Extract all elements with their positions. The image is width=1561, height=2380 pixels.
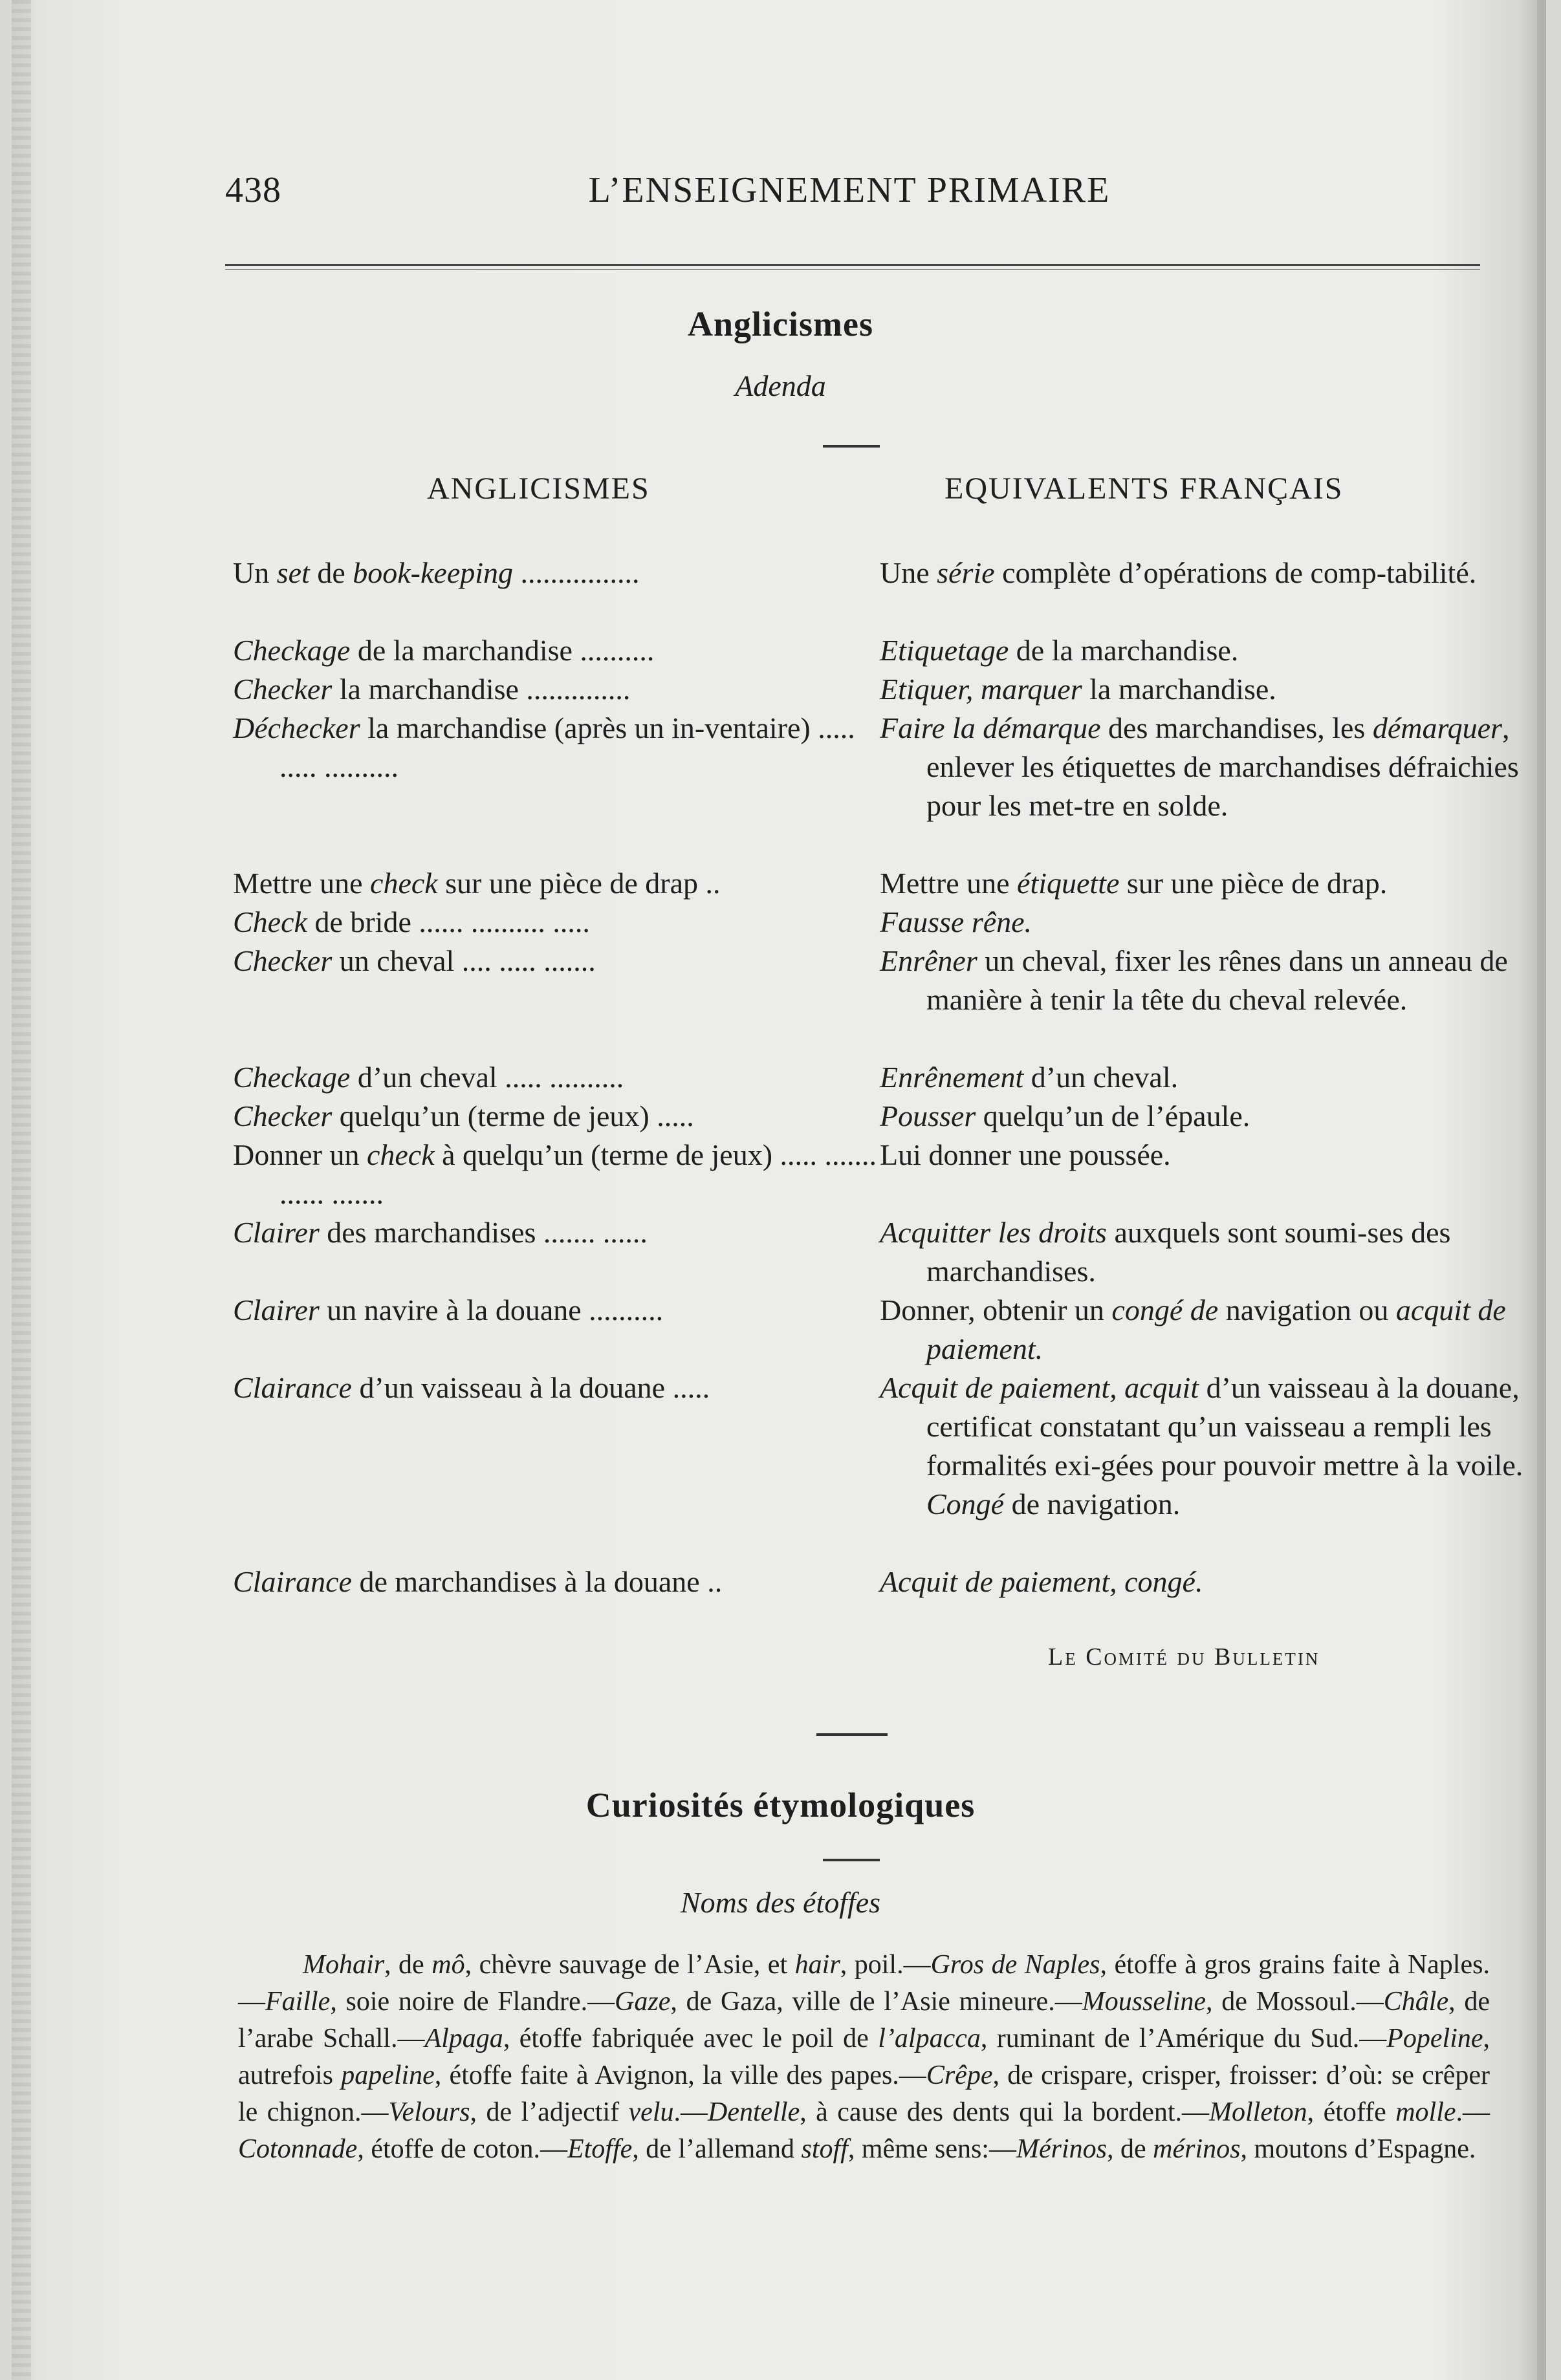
anglicism-entry [233, 1058, 894, 1097]
french-equivalent [880, 1368, 1528, 1524]
text-run: Mettre une [233, 867, 371, 900]
text-run: Molleton [1209, 2097, 1307, 2127]
text-run: Gros de Naples [930, 1950, 1100, 1980]
text-run: Clairance [233, 1565, 352, 1598]
text-run: , enlever les étiquettes de marchandises défraichies pour les met-tre en solde. [926, 711, 1519, 822]
anglicism-entry [233, 1213, 894, 1252]
text-run: la marchandise. [1082, 673, 1276, 706]
text-run: la marchandise .............. [332, 673, 631, 706]
text-run: book-keeping [353, 556, 514, 589]
running-title: L’ENSEIGNEMENT PRIMAIRE [588, 170, 1111, 210]
text-run: Etoffe [567, 2134, 633, 2164]
section-divider [816, 1733, 888, 1736]
text-run: Checkage [233, 1061, 351, 1094]
text-run: Fausse rêne. [880, 905, 1032, 938]
text-run: Mohair [303, 1950, 384, 1980]
text-run: Acquit de paiement, congé. [880, 1565, 1203, 1598]
text-run: de marchandises à la douane .. [351, 1565, 723, 1598]
text-run: , de [384, 1950, 432, 1980]
text-run: molle [1395, 2097, 1456, 2127]
french-equivalent [880, 1136, 1528, 1174]
text-run: Clairance [233, 1371, 352, 1404]
text-run: , de [1106, 2134, 1153, 2164]
anglicism-entry [233, 554, 894, 592]
text-run: Déchecker [233, 711, 360, 744]
anglicism-entry [233, 942, 894, 980]
text-run: Acquit de paiement, acquit [880, 1371, 1199, 1404]
text-run: Donner, obtenir un [880, 1293, 1112, 1326]
text-run: à quelqu’un (terme de jeux) ..... ....... ...... ....... [279, 1138, 877, 1210]
text-run: velu [628, 2097, 674, 2127]
text-run: , étoffe de coton.— [357, 2134, 567, 2164]
text-run: stoff [801, 2134, 848, 2164]
text-run: , étoffe [1307, 2097, 1396, 2127]
text-run: Gaze [615, 1987, 671, 2017]
text-run: Faire la démarque [880, 711, 1101, 744]
page-number: 438 [225, 170, 281, 210]
divider-short [823, 445, 880, 448]
french-equivalent [880, 670, 1528, 709]
page-margin-shadow [12, 0, 31, 2380]
text-run: congé de [1111, 1293, 1219, 1326]
text-run: Cotonnade [238, 2134, 358, 2164]
header-rule-thin [225, 269, 1480, 270]
text-run: d’un vaisseau à la douane ..... [351, 1371, 710, 1404]
anglicism-entry [233, 1291, 894, 1330]
etymology-paragraph [238, 1947, 1490, 2168]
text-run: des marchandises, les [1100, 711, 1373, 744]
column-header-anglicismes: ANGLICISMES [427, 471, 650, 506]
text-run: , même sens:— [847, 2134, 1016, 2164]
text-run: démarquer [1372, 711, 1502, 744]
text-run: Une [880, 556, 937, 589]
text-run: hair [794, 1950, 840, 1980]
text-run: de navigation. [1004, 1488, 1181, 1520]
text-run: check [370, 867, 438, 900]
text-run: quelqu’un de l’épaule. [976, 1099, 1250, 1132]
text-run: Enrênement [880, 1061, 1024, 1094]
text-run: Checker [233, 673, 333, 706]
anglicism-entry [233, 1368, 894, 1407]
signature: Le Comité du Bulletin [1048, 1643, 1320, 1671]
text-run: papeline [341, 2061, 435, 2090]
text-run: Acquitter les droits [880, 1216, 1107, 1249]
text-run: Dentelle [707, 2097, 800, 2127]
anglicism-entry [233, 709, 894, 786]
text-run: , poil.— [840, 1950, 931, 1980]
text-run: Faille [265, 1987, 331, 2017]
text-run: d’un cheval. [1023, 1061, 1179, 1094]
page-edge [1537, 0, 1546, 2380]
text-run: sur une pièce de drap .. [437, 867, 721, 900]
text-run: mô [431, 1950, 465, 1980]
column-header-equivalents: EQUIVALENTS FRANÇAIS [944, 471, 1344, 506]
text-run: Congé [926, 1488, 1005, 1520]
text-run: sur une pièce de drap. [1119, 867, 1388, 900]
text-run: Alpaga [424, 2024, 503, 2053]
divider-short [823, 1859, 880, 1861]
page-header [225, 169, 1474, 221]
text-run: un cheval, fixer les rênes dans un anneau de manière à tenir la tête du cheval relevée. [926, 944, 1508, 1016]
text-run: Velours [388, 2097, 470, 2127]
text-run: set [276, 556, 310, 589]
anglicism-entry [233, 631, 894, 670]
text-run: quelqu’un (terme de jeux) ..... [332, 1099, 694, 1132]
french-equivalent [880, 1213, 1528, 1291]
anglicism-entry [233, 1097, 894, 1136]
text-run: Châle [1383, 1987, 1449, 2017]
french-equivalent [880, 1058, 1528, 1097]
text-run: mérinos [1153, 2134, 1241, 2164]
anglicism-entry [233, 864, 894, 903]
text-run: un navire à la douane .......... [319, 1293, 664, 1326]
text-run: , chèvre sauvage de l’Asie, et [464, 1950, 795, 1980]
text-run: de bride ...... .......... ..... [307, 905, 590, 938]
text-run: Checker [233, 1099, 333, 1132]
text-run: Donner un [233, 1138, 367, 1171]
text-run: , étoffe à gros grains faite à Naples.— [238, 1950, 1490, 2017]
anglicism-entry [233, 1136, 894, 1213]
text-run: Clairer [233, 1216, 320, 1249]
text-run: Mousseline [1082, 1987, 1206, 2017]
text-run: Enrêner [880, 944, 977, 977]
anglicism-entry [233, 1563, 894, 1601]
text-run: un cheval .... ..... ....... [332, 944, 596, 977]
text-run: check [366, 1138, 435, 1171]
text-run: Clairer [233, 1293, 320, 1326]
text-run: de la marchandise .......... [350, 634, 655, 667]
text-run: des marchandises ....... ...... [319, 1216, 648, 1249]
text-run: Etiquer, marquer [880, 673, 1082, 706]
text-run: navigation ou [1218, 1293, 1396, 1326]
text-run: Mettre une [880, 867, 1018, 900]
text-run: série [937, 556, 995, 589]
section-subtitle-noms: Noms des étoffes [680, 1886, 881, 1919]
text-run: l’alpacca [878, 2024, 981, 2053]
section-title-anglicismes: Anglicismes [688, 305, 873, 343]
text-run: Mérinos [1016, 2134, 1107, 2164]
text-run: , moutons d’Espagne. [1240, 2134, 1476, 2164]
header-rule [225, 264, 1480, 266]
text-run: de [309, 556, 353, 589]
text-run: .— [673, 2097, 708, 2127]
text-run: d’un vaisseau à la douane, certificat constatant qu’un vaisseau a rempli les formalités exi-gées pour pouvoir mettre à la voile. [926, 1371, 1523, 1482]
text-run: Checker [233, 944, 333, 977]
text-run: auxquels sont soumi-ses des marchandises. [926, 1216, 1451, 1288]
text-run: ................ [513, 556, 640, 589]
text-run: Checkage [233, 634, 351, 667]
text-run: , de Gaza, ville de l’Asie mineure.— [670, 1987, 1082, 2017]
anglicism-entry [233, 903, 894, 942]
french-equivalent [880, 1291, 1528, 1368]
text-run: , de l’adjectif [470, 2097, 629, 2127]
text-run: de la marchandise. [1009, 634, 1239, 667]
text-run: , à cause des dents qui la bordent.— [800, 2097, 1210, 2127]
french-equivalent [880, 942, 1528, 1019]
french-equivalent [880, 709, 1528, 825]
text-run: , de l’arabe Schall.— [238, 1987, 1490, 2053]
french-equivalent [880, 554, 1528, 592]
text-run: .— [1456, 2097, 1490, 2127]
french-equivalent [880, 631, 1528, 670]
text-run: , étoffe fabriquée avec le poil de [503, 2024, 879, 2053]
anglicism-entry [233, 670, 894, 709]
text-run: , ruminant de l’Amérique du Sud.— [980, 2024, 1387, 2053]
section-subtitle-adenda: Adenda [735, 369, 826, 402]
text-run: Etiquetage [880, 634, 1009, 667]
text-run: Crêpe [926, 2061, 993, 2090]
french-equivalent [880, 1097, 1528, 1136]
text-run: complète d’opérations de comp-tabilité. [994, 556, 1477, 589]
text-run: , de crispare, crisper, froisser: d’où: se crêper le chignon.— [238, 2061, 1490, 2127]
french-equivalent [880, 1563, 1528, 1601]
text-run: étiquette [1017, 867, 1120, 900]
text-run: , de l’allemand [632, 2134, 802, 2164]
text-run: Pousser [880, 1099, 976, 1132]
text-run: Popeline [1386, 2024, 1483, 2053]
french-equivalent [880, 903, 1528, 942]
text-run: d’un cheval ..... .......... [350, 1061, 624, 1094]
text-run: Check [233, 905, 307, 938]
text-run: Un [233, 556, 277, 589]
section-title-curiosites: Curiosités étymologiques [585, 1786, 976, 1824]
text-run: la marchandise (après un in-ventaire) ..... ..... .......... [279, 711, 855, 783]
text-run: acquit de paiement. [926, 1293, 1506, 1365]
text-run: , soie noire de Flandre.— [330, 1987, 615, 2017]
french-equivalent [880, 864, 1528, 903]
text-run: , étoffe faite à Avignon, la ville des papes.— [434, 2061, 926, 2090]
text-run: , autrefois [238, 2024, 1490, 2090]
text-run: Lui donner une poussée. [880, 1138, 1171, 1171]
text-run: , de Mossoul.— [1206, 1987, 1384, 2017]
